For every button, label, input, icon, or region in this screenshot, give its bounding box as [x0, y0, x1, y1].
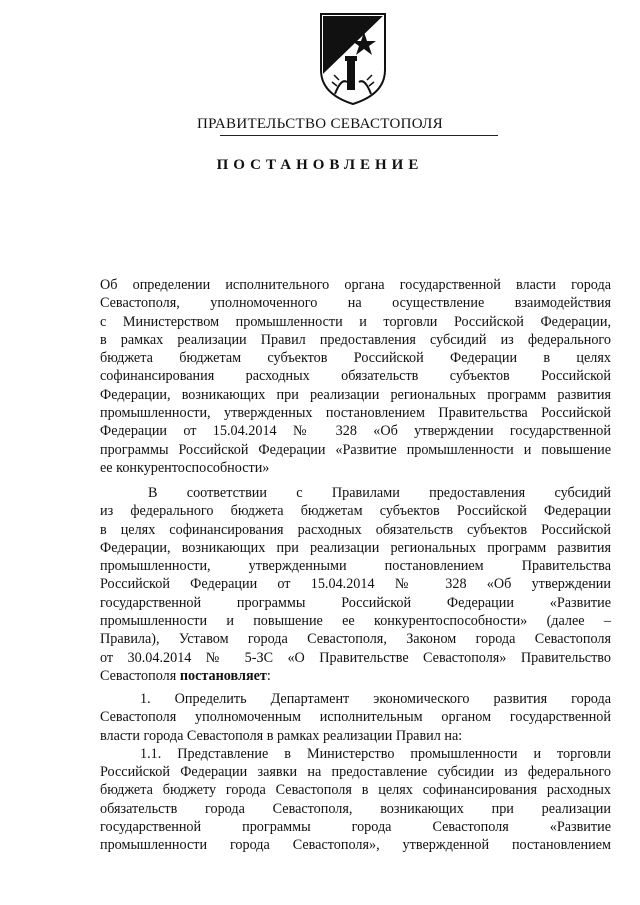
- decree-word: постановляет: [179, 667, 267, 684]
- item-line: государственной программы города Севастополя «Развитие: [100, 819, 611, 836]
- preamble-line: В соответствии с Правилами предоставления субсидий: [148, 485, 611, 501]
- subject-line: в рамках реализации Правил предоставления субсидий из федерального: [100, 331, 611, 348]
- preamble-line: промышленности и повышение ее конкурентоспособности» (далее –: [100, 613, 611, 630]
- subject-line: бюджета бюджетам субъектов Российской Федерации в целях: [100, 350, 611, 367]
- item-line: бюджета бюджету города Севастополя в целях софинансирования расходных: [100, 782, 611, 799]
- item-line: 1. Определить Департамент экономического развития города: [140, 691, 611, 707]
- preamble-final-line: [100, 667, 611, 685]
- preamble-line: Российской Федерации от 15.04.2014 № 328 «Об утверждении: [100, 576, 611, 593]
- document-subject: [100, 276, 611, 477]
- preamble-line: государственной программы Российской Федерации «Развитие: [100, 594, 611, 611]
- item-line: Севастополя уполномоченным исполнительным органом государственной: [100, 709, 611, 726]
- preamble-line: из федерального бюджета бюджетам субъектов Российской Федерации: [100, 503, 611, 520]
- preamble-paragraph: [100, 484, 611, 685]
- item-line: власти города Севастополя в рамках реализации Правил на:: [100, 727, 463, 744]
- preamble-line: Правила), Уставом города Севастополя, Законом города Севастополя: [100, 631, 611, 648]
- subject-line: промышленности, утвержденных постановлением Правительства Российской: [100, 405, 611, 422]
- title-underline: [220, 135, 498, 136]
- item-line: 1.1. Представление в Министерство промышленности и торговли: [140, 745, 611, 762]
- preamble-line: от 30.04.2014 № 5-ЗС «О Правительстве Севастополя» Правительство: [100, 649, 611, 666]
- subject-line: ее конкурентоспособности»: [100, 459, 270, 476]
- sevastopol-coat-of-arms-emblem: [317, 12, 389, 106]
- item-line: промышленности города Севастополя», утвержденной постановлением: [100, 837, 611, 854]
- resolution-items: [100, 690, 611, 855]
- government-title: ПРАВИТЕЛЬСТВО СЕВАСТОПОЛЯ: [197, 116, 443, 132]
- preamble-final-prefix: Севастополя: [100, 667, 180, 684]
- subject-line: Федерации, возникающих при реализации региональных программ развития: [100, 386, 611, 403]
- subject-line: Об определении исполнительного органа государственной власти города: [100, 277, 611, 293]
- preamble-line: в целях софинансирования расходных обязательств субъектов Российской: [100, 521, 611, 538]
- document-type-heading: ПОСТАНОВЛЕНИЕ: [216, 157, 424, 173]
- subject-line: с Министерством промышленности и торговли Российской Федерации,: [100, 313, 611, 330]
- subject-line: софинансирования расходных обязательств субъектов Российской: [100, 368, 611, 385]
- preamble-line: промышленности, утвержденными постановлением Правительства: [100, 558, 611, 575]
- subject-line: программы Российской Федерации «Развитие промышленности и повышение: [100, 441, 611, 458]
- preamble-line: Федерации, возникающих при реализации региональных программ развития: [100, 539, 611, 556]
- subject-line: Федерации от 15.04.2014 № 328 «Об утверждении государственной: [100, 423, 611, 440]
- item-line: Российской Федерации заявки на предоставление субсидии из федерального: [100, 764, 611, 781]
- preamble-final-suffix: :: [266, 667, 271, 684]
- item-line: обязательств города Севастополя, возникающих при реализации: [100, 800, 611, 817]
- subject-line: Севастополя, уполномоченного на осуществление взаимодействия: [100, 295, 611, 312]
